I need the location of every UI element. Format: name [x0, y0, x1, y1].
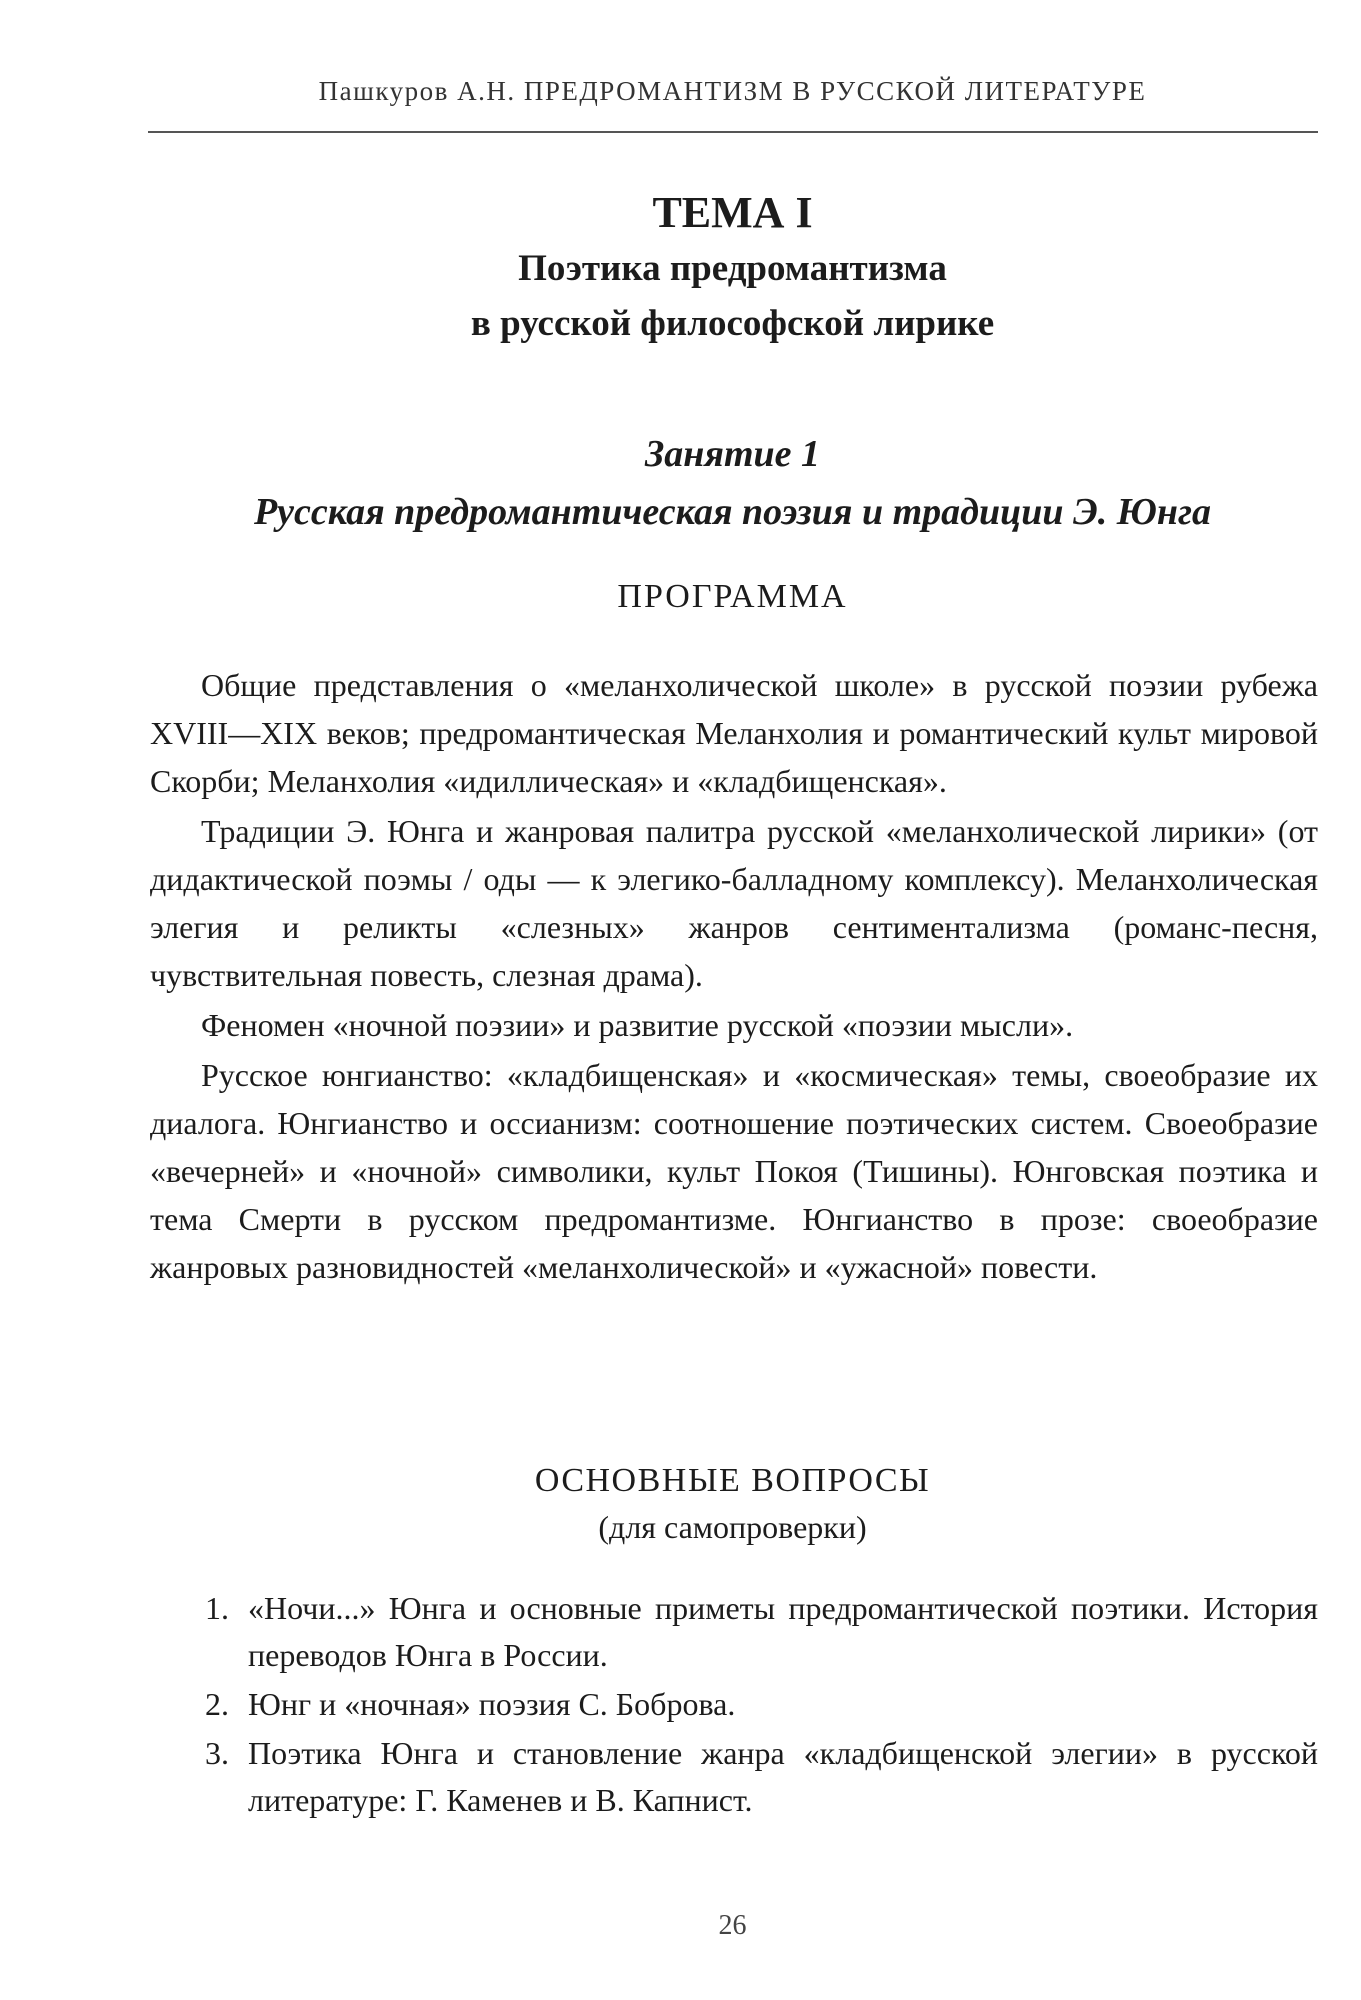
program-paragraph: Феномен «ночной поэзии» и развитие русской «поэзии мысли». — [201, 1007, 1074, 1043]
program-paragraph: Общие представления о «меланхолической школе» в русской поэзии рубежа XVIII—XIX веков; предромантическая Меланхолия и романтический культ мировой Скорби; Меланхолия «идиллическая» и «кладбищенская». — [150, 667, 1318, 799]
question-text: Поэтика Юнга и становление жанра «кладбищенской элегии» в русской литературе: Г. Каменев и В. Капнист. — [248, 1735, 1318, 1818]
program-paragraph: Традиции Э. Юнга и жанровая палитра русской «меланхолической лирики» (от дидактической поэмы / оды — к элегико-балладному комплексу). Меланхолическая элегия и реликты «слезных» жанров сентиментализма (романс-песня, чувствительная повесть, слезная драма). — [150, 813, 1318, 993]
lesson-title: Русская предромантическая поэзия и традиции Э. Юнга — [253, 491, 1212, 533]
questions-title: ОСНОВНЫЕ ВОПРОСЫ — [534, 1462, 931, 1499]
theme-title-line-2: в русской философской лирике — [470, 303, 995, 344]
questions-list — [150, 1585, 1318, 1826]
running-header: Пашкуров А.Н. ПРЕДРОМАНТИЗМ В РУССКОЙ ЛИТЕРАТУРЕ — [318, 76, 1147, 106]
program-heading: ПРОГРАММА — [617, 578, 848, 615]
theme-heading — [150, 185, 1315, 351]
questions-subtitle: (для самопроверки) — [598, 1509, 867, 1545]
question-text: «Ночи...» Юнга и основные приметы предромантической поэтики. История переводов Юнга в России. — [248, 1590, 1318, 1673]
theme-number: ТЕМА I — [652, 188, 813, 237]
question-item — [150, 1585, 1318, 1679]
lesson-number: Занятие 1 — [644, 433, 821, 475]
question-item — [150, 1730, 1318, 1824]
program-body — [150, 661, 1318, 1293]
header-divider — [148, 131, 1318, 133]
question-number: 1. — [205, 1590, 229, 1626]
question-number: 3. — [205, 1735, 229, 1771]
theme-title-line-1: Поэтика предромантизма — [518, 248, 947, 289]
questions-heading — [150, 1457, 1315, 1549]
program-paragraph: Русское юнгианство: «кладбищенская» и «космическая» темы, своеобразие их диалога. Юнгианство и оссианизм: соотношение поэтических систем. Своеобразие «вечерней» и «ночной» символики, культ Покоя (Тишины). Юнговская поэтика и тема Смерти в русском предромантизме. Юнгианство в прозе: своеобразие жанровых разновидностей «меланхолической» и «ужасной» повести. — [150, 1057, 1318, 1285]
page-number: 26 — [718, 1910, 747, 1941]
question-text: Юнг и «ночная» поэзия С. Боброва. — [248, 1686, 736, 1722]
question-item — [150, 1681, 1318, 1728]
question-number: 2. — [205, 1686, 229, 1722]
lesson-heading — [150, 425, 1315, 541]
